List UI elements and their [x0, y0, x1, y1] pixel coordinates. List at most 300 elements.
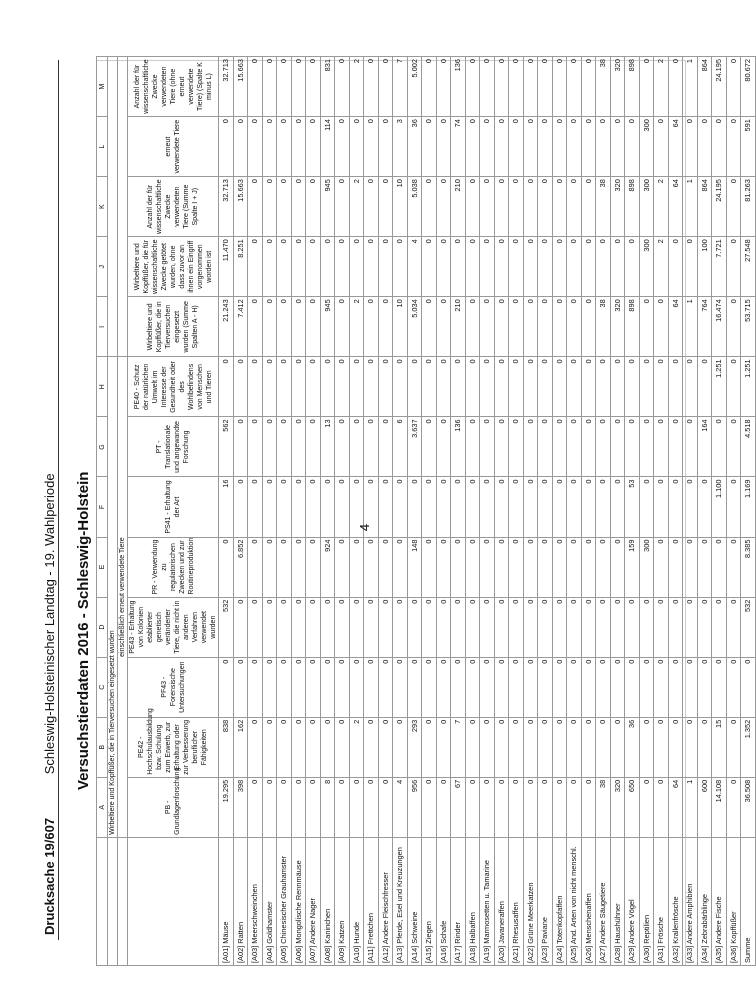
- table-cell: 0: [726, 417, 741, 477]
- table-cell: 0: [494, 297, 509, 357]
- table-cell: 0: [393, 357, 408, 417]
- table-row: [422, 57, 437, 966]
- table-cell: 0: [596, 417, 611, 477]
- table-cell: 0: [378, 177, 393, 237]
- table-cell: 0: [219, 657, 234, 717]
- table-cell: 0: [320, 357, 335, 417]
- table-cell: 0: [393, 597, 408, 657]
- table-cell: 0: [436, 537, 451, 597]
- table-cell: 0: [364, 57, 379, 117]
- table-cell: 0: [581, 237, 596, 297]
- animal-data-table: [96, 56, 756, 966]
- table-cell: 0: [291, 657, 306, 717]
- table-cell: 24.195: [712, 177, 727, 237]
- table-cell: 0: [538, 657, 553, 717]
- table-cell: 0: [320, 717, 335, 777]
- table-cell: 136: [451, 57, 466, 117]
- table-cell: 0: [625, 417, 640, 477]
- table-cell: 0: [625, 237, 640, 297]
- table-cell: 15.663: [233, 57, 248, 117]
- table-cell: 0: [465, 177, 480, 237]
- table-cell: 0: [567, 537, 582, 597]
- table-cell: 0: [306, 597, 321, 657]
- table-cell: 0: [581, 597, 596, 657]
- table-cell: 0: [683, 597, 698, 657]
- table-cell: 0: [291, 477, 306, 537]
- table-cell: 0: [335, 177, 350, 237]
- table-cell: 0: [291, 417, 306, 477]
- table-row: [509, 57, 524, 966]
- table-cell: 0: [712, 657, 727, 717]
- table-cell: 0: [465, 537, 480, 597]
- table-row: [552, 57, 567, 966]
- column-description: PB - Grundlagenforschung: [128, 777, 219, 837]
- table-cell: 38: [596, 777, 611, 837]
- table-cell: 0: [523, 717, 538, 777]
- table-cell: 0: [436, 417, 451, 477]
- table-cell: 0: [683, 117, 698, 177]
- table-cell: 1.251: [712, 357, 727, 417]
- table-cell: 0: [610, 717, 625, 777]
- group-header-right: [108, 57, 118, 357]
- table-cell: 0: [654, 717, 669, 777]
- table-cell: 0: [364, 357, 379, 417]
- table-cell: 114: [320, 117, 335, 177]
- table-cell: 0: [436, 177, 451, 237]
- table-cell: 36: [407, 117, 422, 177]
- table-cell: 0: [335, 597, 350, 657]
- column-description: Wirbeltiere und Kopffüßer, die für wissenschaftliche Zwecke getötet wurden, ohne dass zuvor an ihnen ein Eingriff vorgenommen worden ist: [128, 237, 219, 297]
- table-body: [219, 57, 756, 966]
- table-cell: 0: [277, 417, 292, 477]
- table-cell: 0: [364, 237, 379, 297]
- table-cell: 0: [436, 57, 451, 117]
- table-cell: 0: [523, 177, 538, 237]
- table-cell: 32.713: [219, 57, 234, 117]
- table-cell: 0: [248, 597, 263, 657]
- table-cell: 64: [668, 297, 683, 357]
- column-description: Anzahl der für wissenschaftliche Zwecke verwendeten Tiere (Summe Spalte I + J): [128, 177, 219, 237]
- table-cell: 0: [349, 117, 364, 177]
- table-row: [480, 57, 495, 966]
- table-row: [407, 57, 422, 966]
- table-row: [697, 57, 712, 966]
- table-cell: 0: [523, 537, 538, 597]
- table-cell: 0: [306, 417, 321, 477]
- table-cell: 0: [378, 537, 393, 597]
- table-cell: 162: [233, 717, 248, 777]
- table-cell: 0: [277, 177, 292, 237]
- column-letter: L: [97, 117, 108, 177]
- table-cell: 0: [277, 537, 292, 597]
- table-cell: 300: [639, 237, 654, 297]
- table-cell: 0: [291, 57, 306, 117]
- table-cell: 0: [668, 57, 683, 117]
- table-cell: 0: [552, 57, 567, 117]
- table-cell: 0: [596, 537, 611, 597]
- table-cell: 15.663: [233, 177, 248, 237]
- table-cell: 0: [378, 117, 393, 177]
- table-row: [654, 57, 669, 966]
- table-cell: 0: [306, 237, 321, 297]
- table-row: [538, 57, 553, 966]
- table-cell: 0: [567, 57, 582, 117]
- row-label: [A24] Totenkopfaffen: [552, 837, 567, 965]
- row-label: [A22] Grüne Meerkatzen: [523, 837, 538, 965]
- column-description: Anzahl der für wissenschaftliche Zwecke verwendeten Tiere (ohne erneut verwendete Tiere) (Spalte K minus L): [128, 57, 219, 117]
- table-cell: 0: [596, 717, 611, 777]
- table-cell: 0: [552, 777, 567, 837]
- table-cell: 0: [291, 177, 306, 237]
- table-cell: 0: [306, 537, 321, 597]
- table-cell: 0: [668, 597, 683, 657]
- table-cell: 0: [610, 597, 625, 657]
- row-label: [A01] Mäuse: [219, 837, 234, 965]
- table-cell: 0: [625, 357, 640, 417]
- table-cell: 0: [306, 117, 321, 177]
- table-cell: 0: [538, 297, 553, 357]
- table-cell: 164: [697, 417, 712, 477]
- column-letter: E: [97, 537, 108, 597]
- table-cell: 0: [552, 357, 567, 417]
- table-cell: 19.295: [219, 777, 234, 837]
- table-cell: 4.518: [741, 417, 756, 477]
- table-cell: 38: [596, 297, 611, 357]
- table-cell: 0: [291, 117, 306, 177]
- table-cell: 650: [625, 777, 640, 837]
- table-cell: 0: [233, 477, 248, 537]
- table-cell: 0: [233, 357, 248, 417]
- table-cell: 0: [567, 657, 582, 717]
- table-cell: 0: [306, 357, 321, 417]
- table-cell: 0: [262, 597, 277, 657]
- table-cell: 0: [291, 357, 306, 417]
- table-cell: 0: [436, 477, 451, 537]
- table-cell: 0: [683, 477, 698, 537]
- table-cell: 0: [538, 477, 553, 537]
- row-label: [A26] Menschenaffen: [581, 837, 596, 965]
- table-cell: 0: [726, 57, 741, 117]
- row-label: [A07] Andere Nager: [306, 837, 321, 965]
- table-cell: 0: [422, 777, 437, 837]
- table-cell: 0: [639, 597, 654, 657]
- table-cell: 0: [494, 417, 509, 477]
- table-cell: 0: [654, 357, 669, 417]
- table-cell: 0: [248, 417, 263, 477]
- table-cell: 0: [364, 537, 379, 597]
- table-cell: 0: [726, 537, 741, 597]
- table-cell: 0: [306, 717, 321, 777]
- table-cell: 0: [422, 117, 437, 177]
- table-cell: 0: [480, 777, 495, 837]
- table-cell: 0: [422, 297, 437, 357]
- table-cell: 0: [465, 597, 480, 657]
- table-cell: 0: [538, 417, 553, 477]
- table-cell: 532: [219, 597, 234, 657]
- table-cell: 2: [349, 57, 364, 117]
- table-cell: 945: [320, 297, 335, 357]
- table-cell: 0: [639, 417, 654, 477]
- table-cell: 4: [393, 777, 408, 837]
- table-cell: 0: [654, 777, 669, 837]
- table-cell: 0: [654, 297, 669, 357]
- column-description: PF43 - Forensische Untersuchungen: [128, 657, 219, 717]
- table-cell: 1.169: [741, 477, 756, 537]
- table-cell: 0: [726, 117, 741, 177]
- table-cell: 0: [552, 297, 567, 357]
- column-description: PE40 - Schutz der natürlichen Umwelt im Interesse der Gesundheit oder des Wohlbefindens von Menschen und Tieren: [128, 357, 219, 417]
- table-cell: 0: [581, 777, 596, 837]
- table-cell: 0: [668, 477, 683, 537]
- table-cell: 0: [523, 237, 538, 297]
- table-cell: 0: [436, 777, 451, 837]
- table-cell: 0: [610, 477, 625, 537]
- table-cell: 0: [378, 777, 393, 837]
- table-cell: 0: [639, 357, 654, 417]
- table-cell: 0: [277, 777, 292, 837]
- column-subgroup-row: [118, 57, 128, 966]
- table-cell: 532: [741, 597, 756, 657]
- table-cell: 0: [654, 537, 669, 597]
- table-cell: 0: [697, 657, 712, 717]
- table-cell: 0: [335, 477, 350, 537]
- table-cell: 0: [393, 237, 408, 297]
- table-cell: 0: [422, 597, 437, 657]
- column-letter: H: [97, 357, 108, 417]
- table-cell: 0: [581, 57, 596, 117]
- table-cell: 0: [465, 777, 480, 837]
- table-cell: 0: [451, 597, 466, 657]
- table-cell: 32.713: [219, 177, 234, 237]
- table-cell: 0: [712, 417, 727, 477]
- table-cell: 64: [668, 117, 683, 177]
- table-cell: 0: [639, 477, 654, 537]
- table-cell: 0: [552, 537, 567, 597]
- table-cell: 0: [509, 717, 524, 777]
- table-cell: 0: [378, 297, 393, 357]
- table-cell: 0: [407, 597, 422, 657]
- table-cell: 600: [697, 777, 712, 837]
- table-cell: 0: [625, 657, 640, 717]
- row-label: [A11] Frettchen: [364, 837, 379, 965]
- table-cell: 0: [697, 597, 712, 657]
- table-cell: 0: [349, 237, 364, 297]
- row-label: [A02] Ratten: [233, 837, 248, 965]
- table-row: [306, 57, 321, 966]
- table-cell: 0: [277, 657, 292, 717]
- table-cell: 0: [349, 477, 364, 537]
- table-cell: 11.470: [219, 237, 234, 297]
- table-cell: 0: [248, 297, 263, 357]
- table-cell: 6: [393, 417, 408, 477]
- row-label: [A14] Schweine: [407, 837, 422, 965]
- table-cell: 0: [523, 117, 538, 177]
- corner-cell: [128, 837, 219, 965]
- table-cell: 0: [349, 657, 364, 717]
- table-cell: 0: [262, 117, 277, 177]
- table-cell: 0: [683, 657, 698, 717]
- table-row: [277, 57, 292, 966]
- table-row: [291, 57, 306, 966]
- table-cell: 0: [697, 537, 712, 597]
- row-label: [A23] Paviane: [538, 837, 553, 965]
- table-cell: 0: [683, 417, 698, 477]
- table-cell: 0: [480, 117, 495, 177]
- table-cell: 0: [480, 657, 495, 717]
- column-description: erneut verwendete Tiere: [128, 117, 219, 177]
- table-cell: 0: [668, 237, 683, 297]
- table-cell: 0: [465, 357, 480, 417]
- table-cell: 0: [480, 57, 495, 117]
- table-cell: 0: [451, 537, 466, 597]
- row-label: [A32] Krallenfrösche: [668, 837, 683, 965]
- table-cell: 0: [335, 657, 350, 717]
- table-row: [349, 57, 364, 966]
- table-cell: 0: [509, 237, 524, 297]
- table-cell: 4: [407, 237, 422, 297]
- table-cell: 0: [668, 537, 683, 597]
- table-cell: 0: [523, 297, 538, 357]
- table-cell: 0: [567, 777, 582, 837]
- table-cell: 0: [668, 357, 683, 417]
- column-letter: G: [97, 417, 108, 477]
- table-cell: 0: [465, 117, 480, 177]
- table-cell: 0: [480, 477, 495, 537]
- table-cell: 0: [262, 237, 277, 297]
- table-cell: 0: [654, 477, 669, 537]
- table-cell: 0: [364, 657, 379, 717]
- table-cell: 0: [465, 297, 480, 357]
- page-number: 4: [357, 523, 373, 532]
- table-cell: 320: [610, 297, 625, 357]
- group-left-label: Wirbeltiere und Kopffüßer, die in Tierversuchen eingesetzt wurden: [108, 630, 116, 835]
- group-header-empty: [118, 57, 128, 357]
- table-cell: 0: [567, 357, 582, 417]
- table-cell: 0: [335, 237, 350, 297]
- column-description: PT - Translationale und angewandte Forschung: [128, 417, 219, 477]
- table-cell: 0: [538, 537, 553, 597]
- table-cell: 0: [291, 717, 306, 777]
- table-cell: 0: [538, 177, 553, 237]
- table-cell: 0: [335, 57, 350, 117]
- table-cell: 0: [248, 537, 263, 597]
- table-title: Versuchstierdaten 2016 - Schleswig-Holstein: [75, 471, 92, 790]
- table-row: [639, 57, 654, 966]
- table-cell: 7.412: [233, 297, 248, 357]
- table-cell: 0: [465, 657, 480, 717]
- table-cell: 0: [639, 777, 654, 837]
- table-cell: 0: [277, 237, 292, 297]
- table-cell: 2: [349, 297, 364, 357]
- table-cell: 0: [291, 297, 306, 357]
- row-label: [A05] Chinesischer Grauhamster: [277, 837, 292, 965]
- table-cell: 0: [494, 117, 509, 177]
- table-cell: 0: [639, 657, 654, 717]
- row-label: [A34] Zebrabärblinge: [697, 837, 712, 965]
- row-label: [A35] Andere Fische: [712, 837, 727, 965]
- table-row: [494, 57, 509, 966]
- table-cell: 0: [306, 477, 321, 537]
- row-label: [A03] Meerschweinchen: [248, 837, 263, 965]
- table-cell: 0: [509, 297, 524, 357]
- table-cell: 0: [393, 717, 408, 777]
- table-cell: 0: [552, 597, 567, 657]
- table-cell: 764: [697, 297, 712, 357]
- table-cell: 80.672: [741, 57, 756, 117]
- table-cell: 300: [639, 537, 654, 597]
- table-cell: 0: [538, 57, 553, 117]
- table-cell: 0: [494, 357, 509, 417]
- table-cell: 15: [712, 717, 727, 777]
- table-cell: 398: [233, 777, 248, 837]
- table-cell: 0: [277, 477, 292, 537]
- table-cell: 945: [320, 177, 335, 237]
- table-cell: 0: [552, 717, 567, 777]
- table-cell: 0: [364, 477, 379, 537]
- table-row: [320, 57, 335, 966]
- table-cell: 0: [552, 477, 567, 537]
- table-cell: 0: [422, 357, 437, 417]
- table-cell: 0: [596, 357, 611, 417]
- table-cell: 0: [581, 657, 596, 717]
- table-cell: 956: [407, 777, 422, 837]
- column-letter: D: [97, 597, 108, 657]
- table-cell: 864: [697, 57, 712, 117]
- table-cell: 8.251: [233, 237, 248, 297]
- table-cell: 148: [407, 537, 422, 597]
- row-label: [A19] Marmosetten u. Tamarine: [480, 837, 495, 965]
- table-cell: 36.508: [741, 777, 756, 837]
- table-cell: 16.474: [712, 297, 727, 357]
- table-cell: 0: [480, 417, 495, 477]
- drucksache-number: Drucksache 19/607: [42, 817, 57, 935]
- table-cell: 831: [320, 57, 335, 117]
- table-cell: 0: [349, 537, 364, 597]
- table-cell: 0: [349, 417, 364, 477]
- table-cell: 0: [538, 717, 553, 777]
- table-row: [610, 57, 625, 966]
- table-cell: 0: [596, 597, 611, 657]
- table-cell: 0: [364, 117, 379, 177]
- table-cell: 0: [306, 657, 321, 717]
- table-cell: 0: [465, 237, 480, 297]
- table-cell: 13: [320, 417, 335, 477]
- table-cell: 24.195: [712, 57, 727, 117]
- row-label: [A30] Reptilien: [639, 837, 654, 965]
- table-cell: 0: [668, 657, 683, 717]
- table-cell: 3: [393, 117, 408, 177]
- table-cell: 0: [262, 297, 277, 357]
- table-cell: 0: [726, 717, 741, 777]
- row-label: [A13] Pferde, Esel und Kreuzungen: [393, 837, 408, 965]
- table-cell: 0: [581, 357, 596, 417]
- table-cell: 0: [378, 657, 393, 717]
- table-cell: 0: [436, 117, 451, 177]
- table-cell: 320: [610, 177, 625, 237]
- table-cell: 0: [523, 657, 538, 717]
- table-cell: 0: [422, 177, 437, 237]
- table-cell: 0: [480, 537, 495, 597]
- table-cell: 5.002: [407, 57, 422, 117]
- table-cell: 0: [335, 717, 350, 777]
- table-cell: 0: [683, 537, 698, 597]
- table-cell: 0: [654, 657, 669, 717]
- row-label: [A31] Frösche: [654, 837, 669, 965]
- table-cell: 0: [654, 597, 669, 657]
- corner-cell: [108, 837, 118, 965]
- table-cell: 0: [291, 777, 306, 837]
- table-cell: 0: [335, 117, 350, 177]
